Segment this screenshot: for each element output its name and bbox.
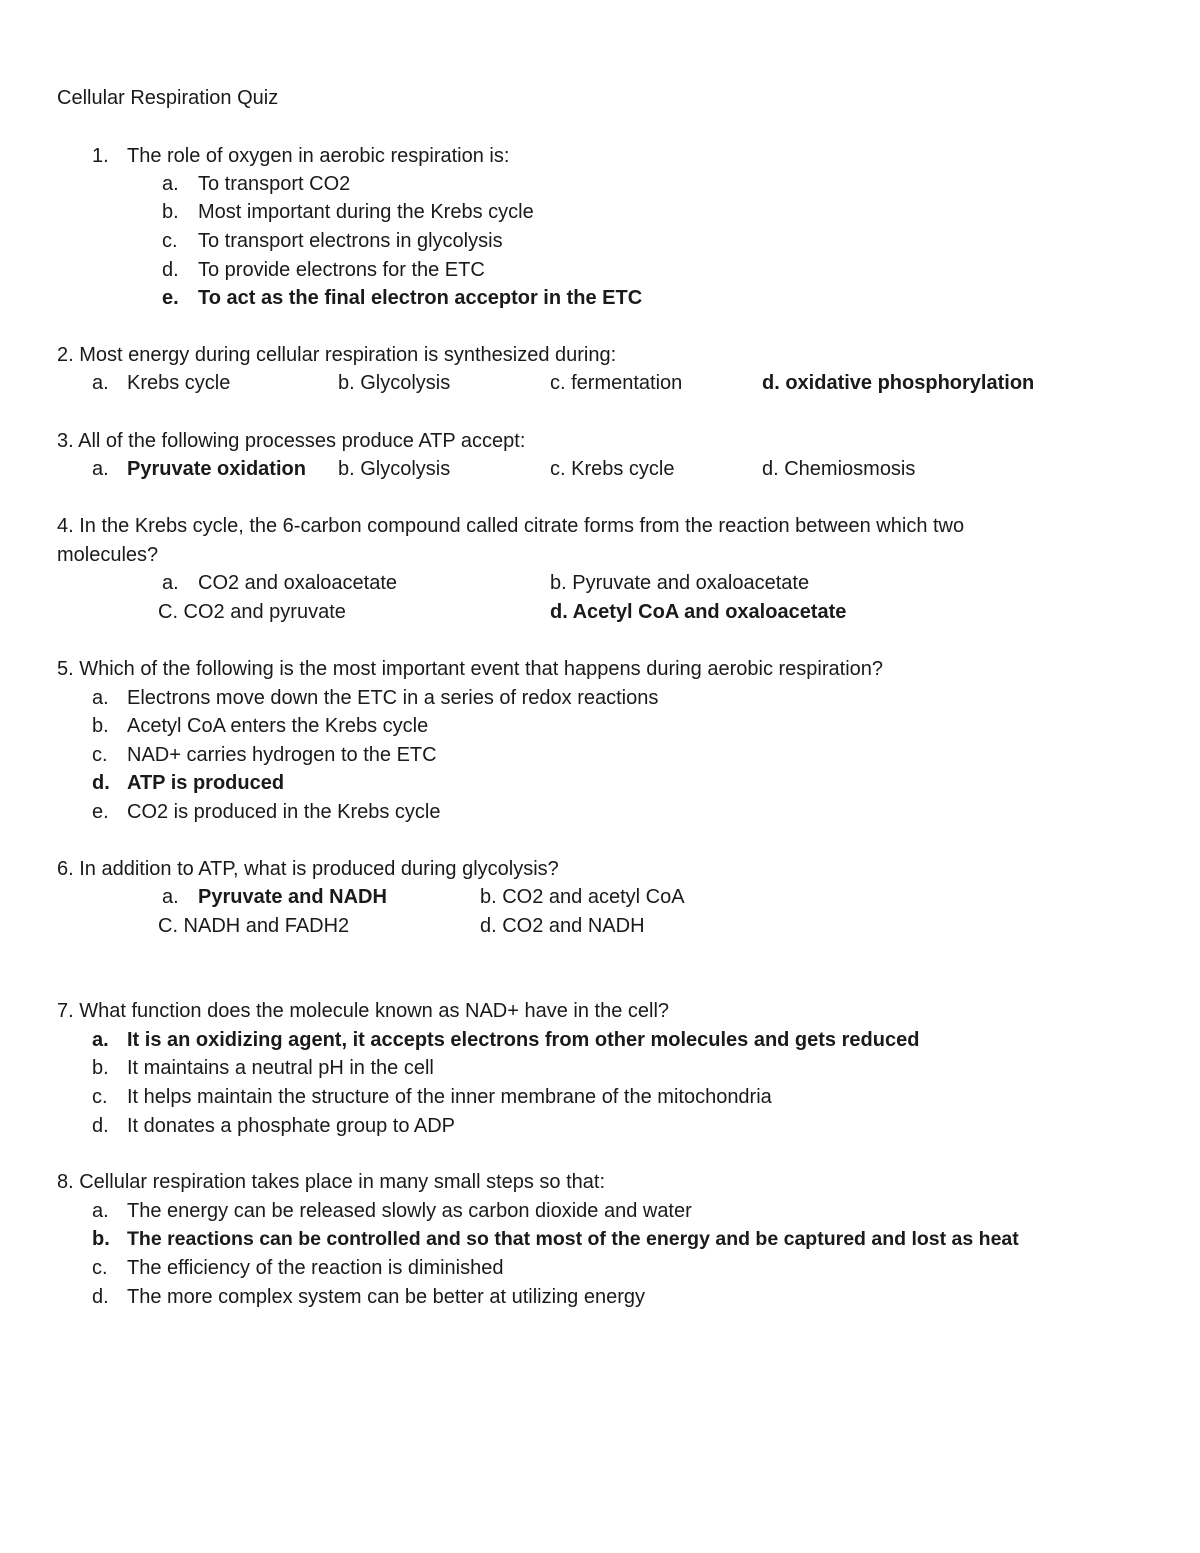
option-text: It helps maintain the structure of the inner membrane of the mitochondria [127,1086,772,1108]
question-text: The role of oxygen in aerobic respiration is: [127,145,510,167]
option-text: Acetyl CoA enters the Krebs cycle [127,715,429,737]
option-letter-correct: a. [92,1029,109,1051]
option-text: CO2 is produced in the Krebs cycle [127,801,441,823]
option-text: C. CO2 and pyruvate [158,601,346,623]
option-letter: a. [92,687,109,709]
option-letter: d. [92,1115,109,1137]
option-text: b. Glycolysis [338,458,451,480]
option-letter: a. [92,1200,109,1222]
option-text-correct: d. oxidative phosphorylation [762,372,1035,394]
question-text: 7. What function does the molecule known as NAD+ have in the cell? [57,1000,670,1022]
option-text: d. Chemiosmosis [762,458,916,480]
option-text: To transport CO2 [198,173,351,195]
option-letter: d. [162,259,179,281]
option-text: c. fermentation [550,372,683,394]
option-text: It maintains a neutral pH in the cell [127,1057,434,1079]
option-text-correct: It is an oxidizing agent, it accepts electrons from other molecules and gets reduced [127,1029,920,1051]
option-text: C. NADH and FADH2 [158,915,350,937]
option-letter-correct: e. [162,287,179,309]
option-text: CO2 and oxaloacetate [198,572,398,594]
option-letter: a. [162,886,179,908]
option-text-correct: ATP is produced [127,772,285,794]
option-letter: b. [92,715,109,737]
question-text: 5. Which of the following is the most important event that happens during aerobic respiration? [57,658,884,680]
option-text: To transport electrons in glycolysis [198,230,503,252]
option-text: b. CO2 and acetyl CoA [480,886,685,908]
option-letter: e. [92,801,109,823]
option-text: c. Krebs cycle [550,458,675,480]
option-text: The more complex system can be better at utilizing energy [127,1286,646,1308]
option-text-correct: d. Acetyl CoA and oxaloacetate [550,601,847,623]
option-letter: c. [92,1257,108,1279]
option-text: The energy can be released slowly as carbon dioxide and water [127,1200,692,1222]
option-letter: a. [162,173,179,195]
option-text: The efficiency of the reaction is diminished [127,1257,504,1279]
option-letter: a. [92,458,109,480]
option-text: b. Glycolysis [338,372,451,394]
option-text: To provide electrons for the ETC [198,259,485,281]
question-text: 2. Most energy during cellular respiration is synthesized during: [57,344,617,366]
option-text: Electrons move down the ETC in a series of redox reactions [127,687,659,709]
question-text: 8. Cellular respiration takes place in many small steps so that: [57,1171,606,1193]
option-text: Most important during the Krebs cycle [198,201,534,223]
question-text: 4. In the Krebs cycle, the 6-carbon compound called citrate forms from the reaction between which two [57,515,965,537]
question-text-continued: molecules? [57,544,159,566]
option-text-correct: Pyruvate and NADH [198,886,387,908]
option-text-correct: To act as the final electron acceptor in the ETC [198,287,643,309]
option-letter: d. [92,1286,109,1308]
option-text: Krebs cycle [127,372,231,394]
option-text-correct: The reactions can be controlled and so that most of the energy and be captured and lost as heat [127,1228,1019,1250]
option-letter: c. [92,744,108,766]
option-letter-correct: b. [92,1228,110,1250]
option-letter: b. [92,1057,109,1079]
option-text: It donates a phosphate group to ADP [127,1115,456,1137]
option-text: d. CO2 and NADH [480,915,645,937]
question-number: 1. [92,145,109,167]
question-text: 6. In addition to ATP, what is produced during glycolysis? [57,858,559,880]
option-letter: b. [162,201,179,223]
option-text: NAD+ carries hydrogen to the ETC [127,744,437,766]
option-letter: c. [92,1086,108,1108]
page-title: Cellular Respiration Quiz [57,87,279,109]
option-letter: c. [162,230,178,252]
option-letter: a. [92,372,109,394]
option-text: b. Pyruvate and oxaloacetate [550,572,810,594]
option-text-correct: Pyruvate oxidation [127,458,306,480]
option-letter-correct: d. [92,772,110,794]
option-letter: a. [162,572,179,594]
question-text: 3. All of the following processes produce ATP accept: [57,430,526,452]
